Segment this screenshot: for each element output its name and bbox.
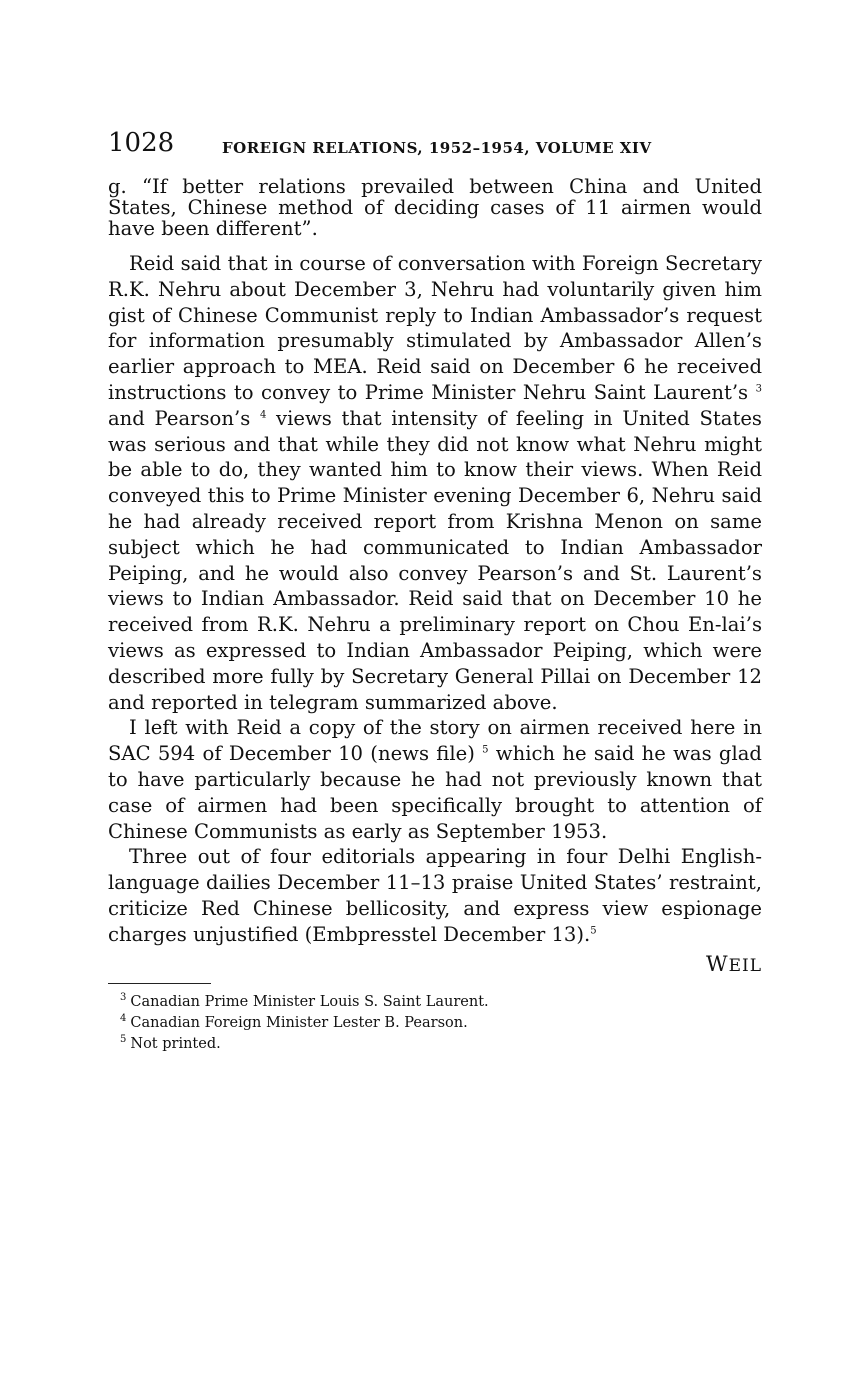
- footnote-mark: 3: [120, 992, 127, 1004]
- paragraph-text: I left with Reid a copy of the story on airmen received here in SAC 594 of December 10 (news file): [108, 716, 762, 766]
- footnote-ref: 5: [590, 925, 597, 937]
- body-text: [108, 176, 762, 979]
- footnote-ref: 4: [259, 409, 267, 421]
- page-header: [108, 128, 762, 162]
- footnote-mark: 4: [120, 1013, 127, 1025]
- paragraph-text: Reid said that in course of conversation with Foreign Secretary R.K. Nehru about December 3, Nehru had voluntarily given him gist of Chinese Communist reply to Indian Ambassador’s request for information presumably stimulated by Ambassador Allen’s earlier approach to MEA. Reid said on December 6 he received instructions to convey to Prime Minister Nehru Saint Laurent’s: [108, 252, 762, 404]
- footnotes: [120, 992, 750, 1055]
- signature-rest: EIL: [728, 955, 762, 976]
- footnote-mark: 5: [120, 1034, 127, 1046]
- running-head: FOREIGN RELATIONS, 1952–1954, VOLUME XIV: [222, 139, 652, 157]
- signature-initial: W: [705, 951, 729, 976]
- paragraph-reid-conversation: [108, 251, 762, 715]
- footnote-text: Not printed.: [130, 1036, 221, 1052]
- footnote-text: Canadian Prime Minister Louis S. Saint Laurent.: [130, 994, 489, 1010]
- paragraph-text: views that intensity of feeling in United States was serious and that while they did not know what Nehru might be able to do, they wanted him to know their views. When Reid conveyed this to Prime Minister evening December 6, Nehru said he had already received report from Krishna Menon on same subject which he had communicated to Indian Ambassador Peiping, and he would also convey Pearson’s and St. Laurent’s views to Indian Ambassador. Reid said that on December 10 he received from R.K. Nehru a preliminary report on Chou En-lai’s views as expressed to Indian Ambassador Peiping, which were described more fully by Secretary General Pillai on December 12 and reported in telegram summarized above.: [108, 406, 762, 714]
- page-number: 1028: [108, 128, 175, 158]
- paragraph-text: which he said he was glad to have particularly because he had not previously known that case of airmen had been specifically brought to attention of Chinese Communists as early as September 1953.: [108, 742, 762, 843]
- footnote: [120, 992, 750, 1013]
- footnote-ref: 5: [482, 744, 489, 756]
- footnote-ref: 3: [755, 383, 762, 395]
- signature: [108, 952, 762, 980]
- footnote-text: Canadian Foreign Minister Lester B. Pearson.: [130, 1015, 468, 1031]
- paragraph-text: and Pearson’s: [108, 406, 251, 430]
- paragraph-text: Three out of four editorials appearing in four Delhi English-language dailies December 11–13 praise United States’ restraint, criticize Red Chinese bellicosity, and express view espionage charges unjustified (Embpresstel December 13).: [108, 845, 762, 946]
- footnote: [120, 1034, 750, 1055]
- quoted-item-g: g. “If better relations prevailed between China and United States, Chinese method of deciding cases of 11 airmen would have been different”.: [108, 175, 762, 240]
- paragraph-editorials: [108, 844, 762, 947]
- footnote: [120, 1013, 750, 1034]
- footnote-divider: [108, 983, 211, 984]
- paragraph-airmen-story: [108, 715, 762, 844]
